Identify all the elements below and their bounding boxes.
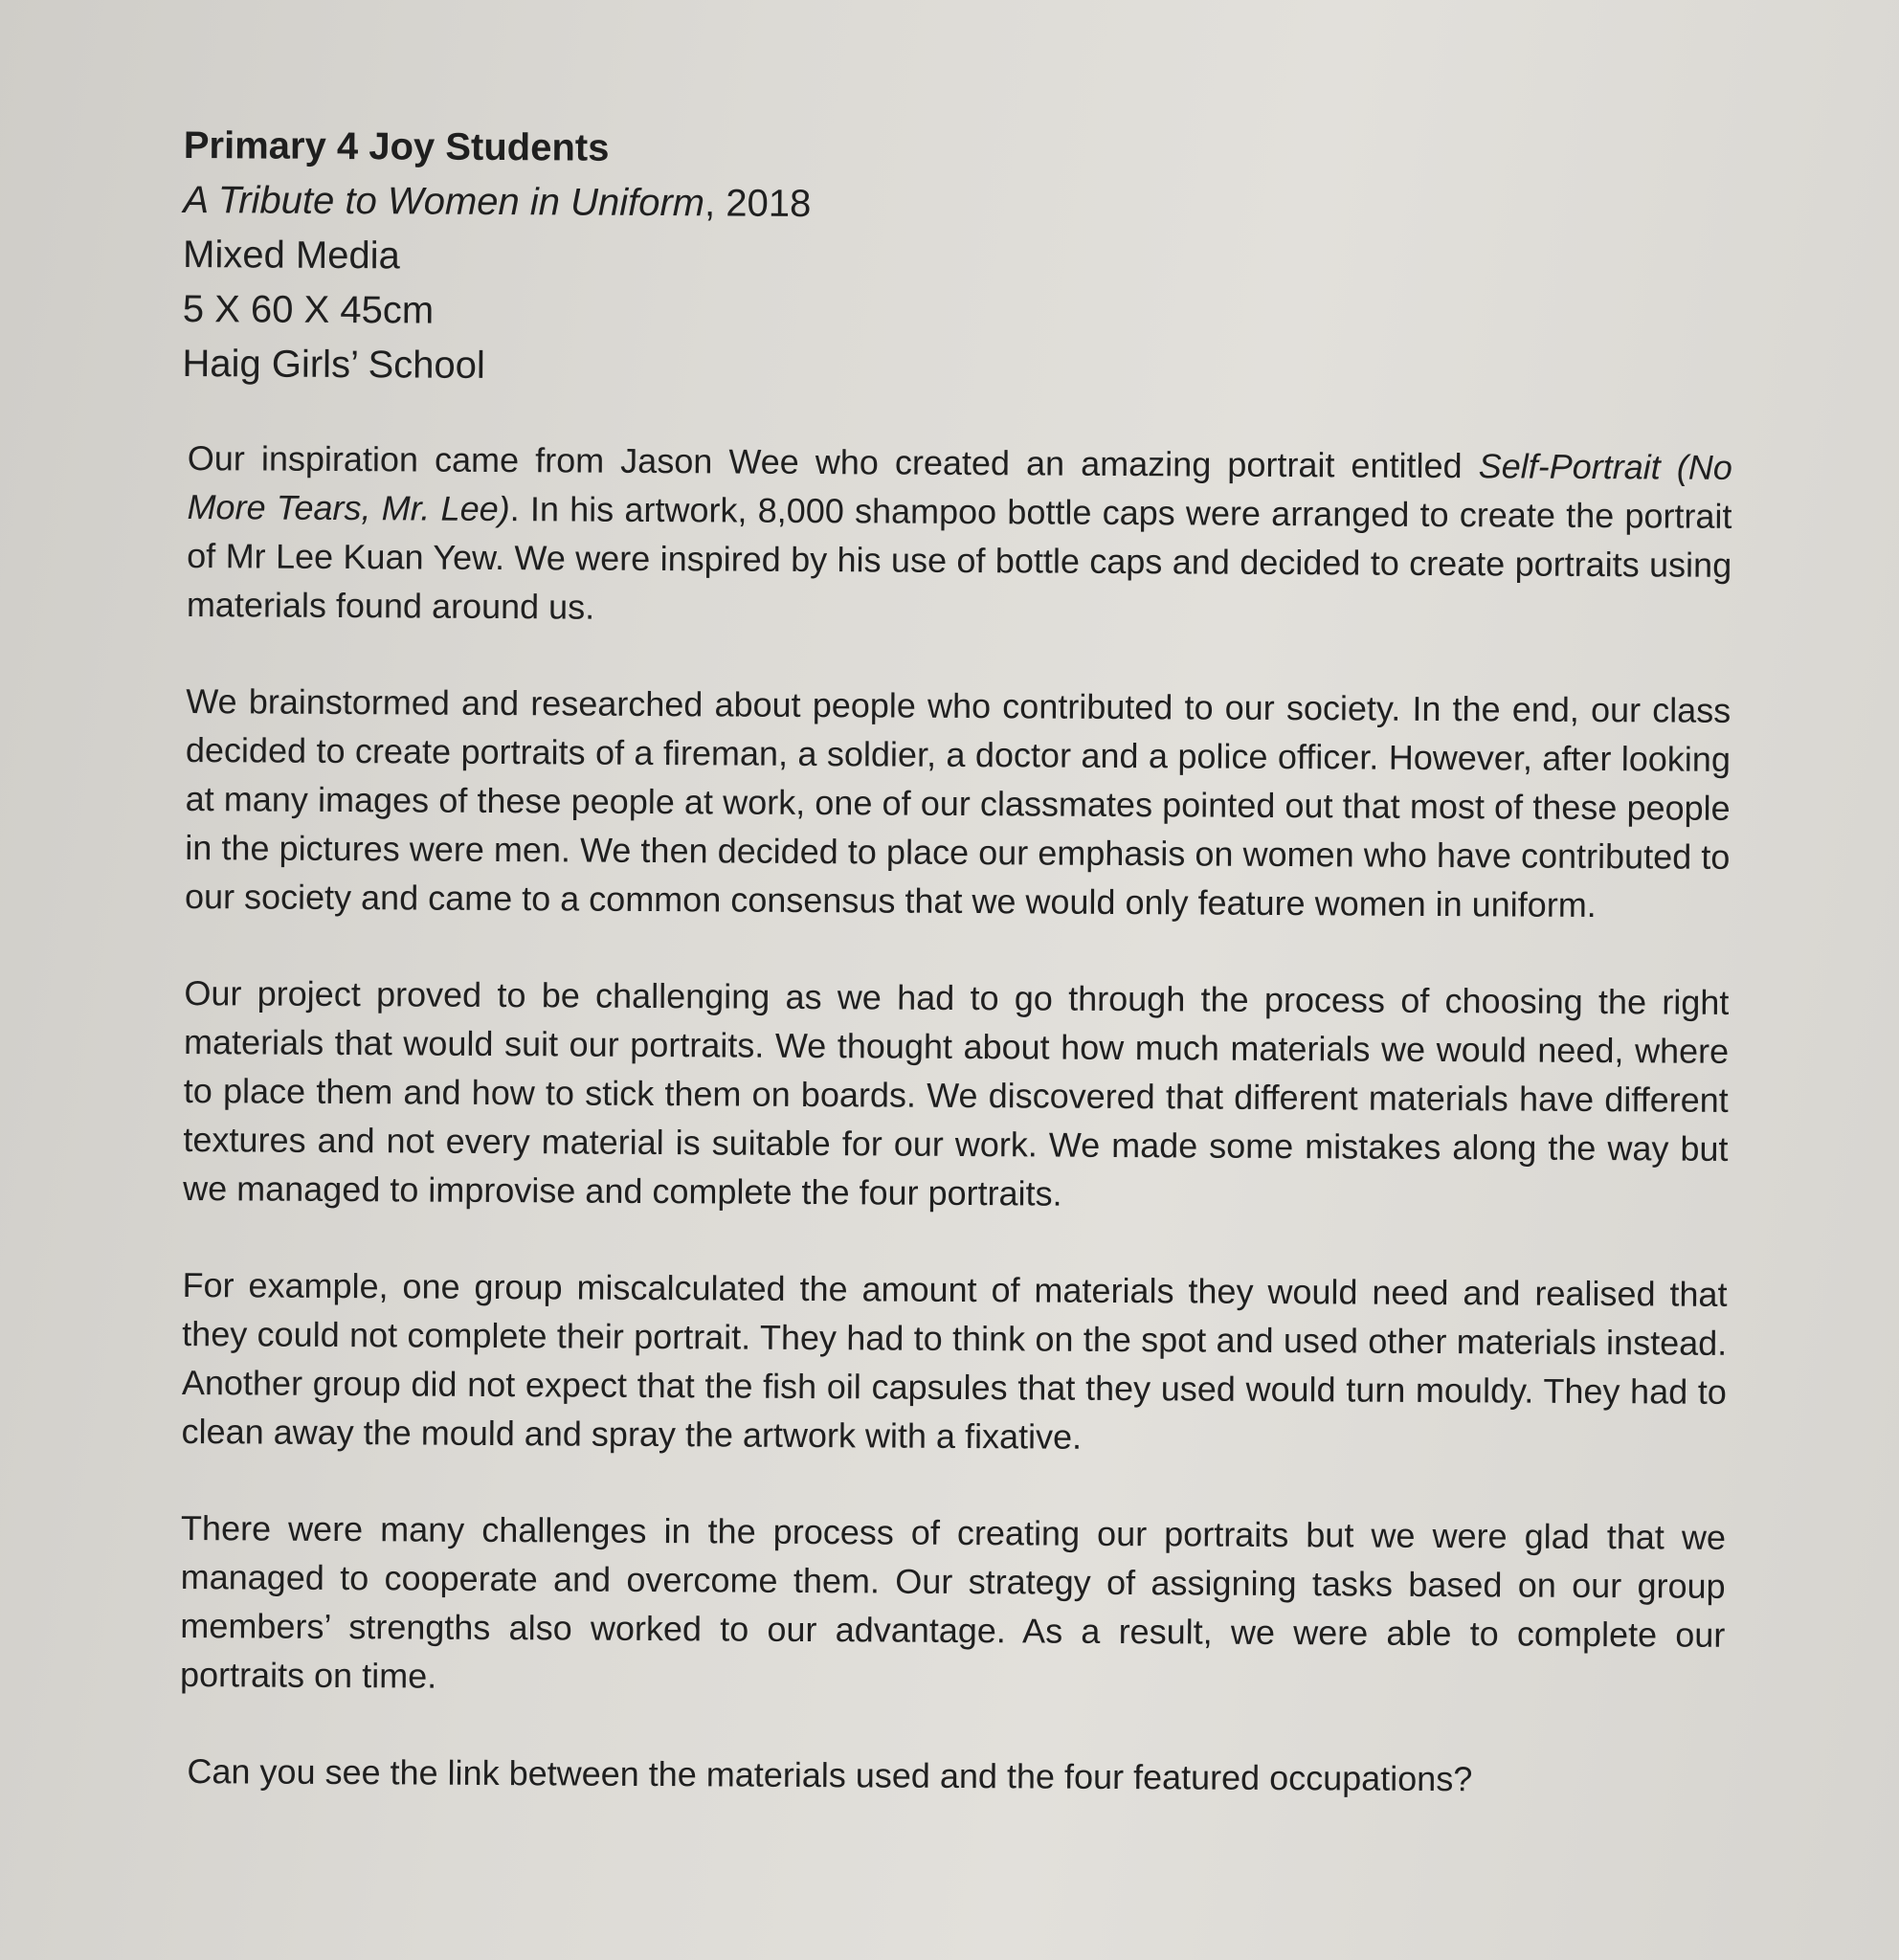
paragraph-inspiration-end: . In his artwork, 8,000 shampoo bottle caps were arranged to create the portrait of Mr Lee Kuan Yew. We were inspired by his use of bottle caps and decided to create portraits using materials found around us. bbox=[186, 489, 1732, 627]
artwork-dimensions: 5 X 60 X 45cm bbox=[182, 287, 435, 332]
referenced-artwork-title: Self-Portrait (No More Tears, Mr. Lee) bbox=[187, 446, 1732, 529]
artwork-year: , 2018 bbox=[704, 182, 812, 226]
paragraph-challenges: Our project proved to be challenging as we had to go through the process of choosing the right materials that would suit our portraits. We thought about how much materials we would need, where to place them and how to stick them on boards. We discovered that different materials have different textures and not every material is suitable for our work. We made some mistakes along the way but we managed to improvise and complete the four portraits. bbox=[183, 973, 1730, 1214]
paragraph-research: We brainstormed and researched about people who contributed to our society. In the end, our class decided to create portraits of a fireman, a soldier, a doctor and a police officer. However, after looking at many images of these people at work, one of our classmates pointed out that most of these people in the pictures were men. We then decided to place our emphasis on women who have contributed to our society and came to a common consensus that we would only feature women in uniform. bbox=[184, 681, 1731, 925]
artwork-title: A Tribute to Women in Uniform bbox=[183, 178, 705, 225]
artwork-title-line bbox=[183, 173, 1733, 237]
paragraph-example: For example, one group miscalculated the amount of materials they would need and realised that they could not complete their portrait. They had to think on the spot and used other materials instead. Another group did not expect that the fish oil capsules that they used would turn mouldy. They had to clean away the mould and spray the artwork with a fixative. bbox=[181, 1265, 1728, 1457]
artwork-medium: Mixed Media bbox=[182, 233, 401, 278]
artwork-caption bbox=[182, 119, 1734, 401]
paragraph-conclusion: There were many challenges in the process of creating our portraits but we were glad that we managed to cooperate and overcome them. Our strategy of assigning tasks based on our group members’ strengths also worked to our advantage. As a result, we were able to complete our portraits on time. bbox=[179, 1508, 1727, 1696]
artist-name: Primary 4 Joy Students bbox=[183, 123, 610, 169]
label-content bbox=[173, 119, 1734, 1805]
paragraph-inspiration-start: Our inspiration came from Jason Wee who created an amazing portrait entitled bbox=[187, 438, 1479, 486]
paragraph-inspiration bbox=[187, 434, 1732, 638]
closing-question: Can you see the link between the materials used and the four featured occupations? bbox=[187, 1751, 1473, 1799]
school-name: Haig Girls’ School bbox=[182, 342, 485, 387]
